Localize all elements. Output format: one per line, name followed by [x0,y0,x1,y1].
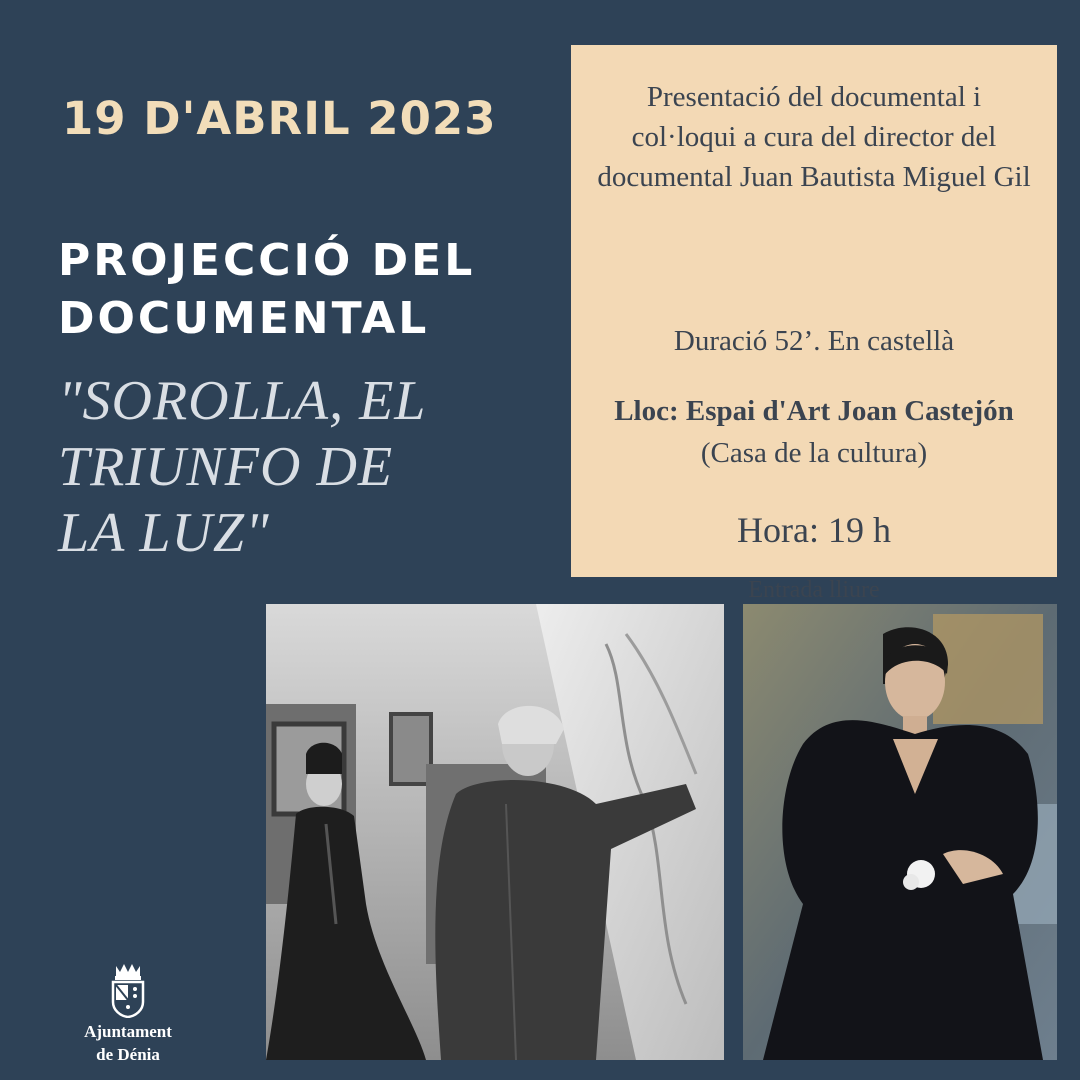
heading-line-1: PROJECCIÓ DEL [58,235,476,286]
info-box [571,45,1057,603]
event-entry: Entrada lliure [748,577,880,603]
event-venue: Lloc: Espai d'Art Joan Castejón [614,395,1014,427]
event-venue-detail: (Casa de la cultura) [700,437,928,469]
portrait-painting [743,604,1057,1060]
event-heading [58,232,558,348]
city-council-logo [72,962,184,1064]
event-date: 19 D'ABRIL 2023 [62,92,497,145]
film-title-line-3: LA LUZ" [58,502,270,564]
logo-line-1: Ajuntament [84,1022,172,1041]
heading-line-2: DOCUMENTAL [58,293,430,344]
event-time: Hora: 19 h [737,510,891,550]
event-description: Presentació del documental i col·loqui a cura del director del documental Juan Bautista Miguel Gil [597,81,1031,193]
logo-line-2: de Dénia [96,1045,160,1064]
painter-studio-photo [266,604,724,1060]
film-title-line-2: TRIUNFO DE [58,436,394,498]
event-duration: Duració 52’. En castellà [673,325,955,357]
film-title [58,368,538,566]
coat-of-arms-icon [108,962,148,1018]
film-title-line-1: "SOROLLA, EL [58,370,427,432]
